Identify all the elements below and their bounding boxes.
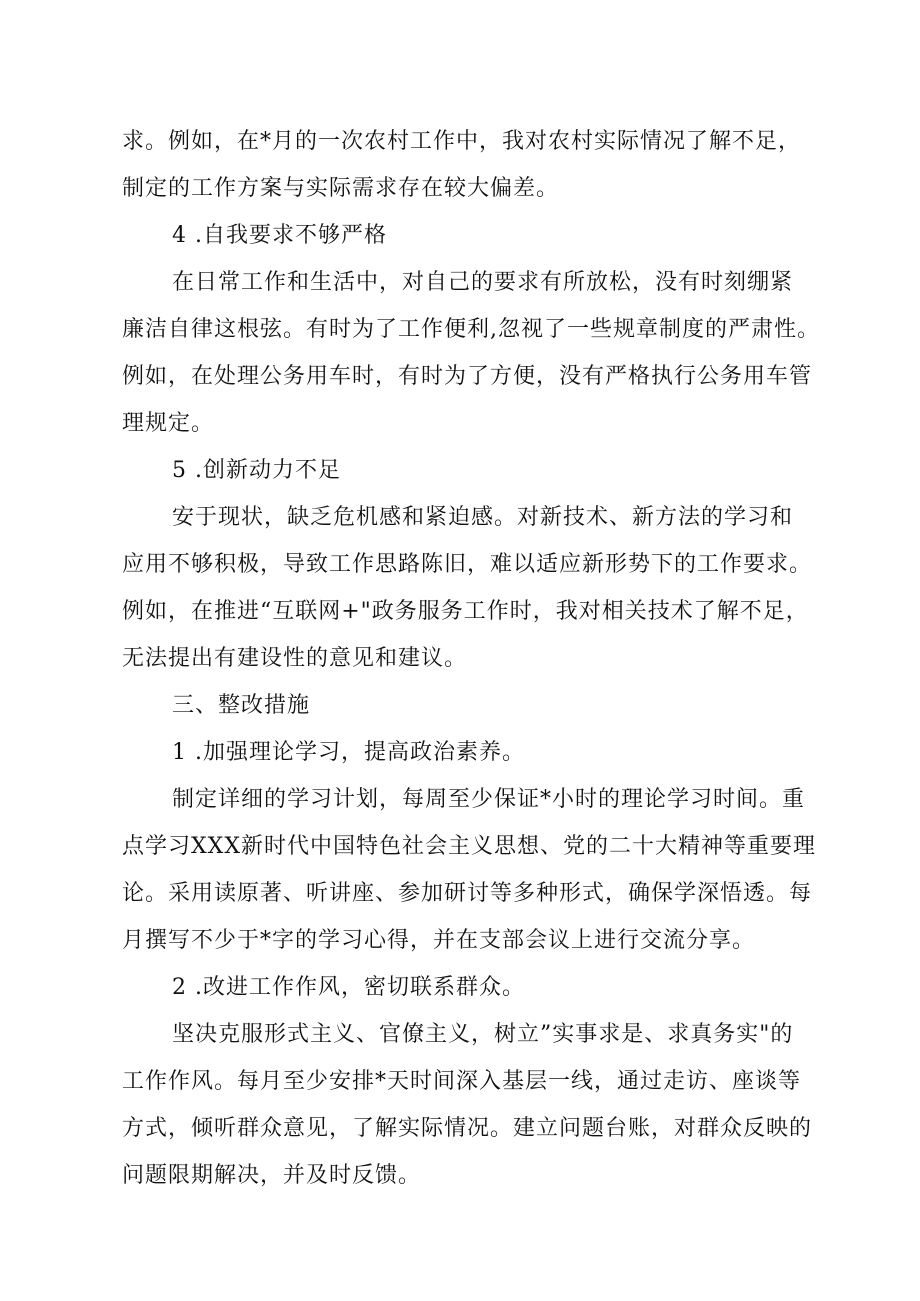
text-line: 例如，在处理公务用车时，有时为了方便，没有严格执行公务用车管 [122,364,813,389]
text-line: 应用不够积极，导致工作思路陈旧，难以适应新形势下的工作要求。 [122,552,813,577]
text-line: 在日常工作和生活中，对自己的要求有所放松，没有时刻绷紧 [172,270,794,295]
text-line: 制定详细的学习计划，每周至少保证*小时的理论学习时间。重 [172,787,806,812]
section-heading: 4 .自我要求不够严格 [172,223,387,248]
text-line: 论。采用读原著、听讲座、参加研讨等多种形式，确保学深悟透。每 [122,881,813,906]
text-line: 廉洁自律这根弦。有时为了工作便利,忽视了一些规章制度的严肃性。 [122,317,820,342]
section-heading: 2 .改进工作作风，密切联系群众。 [172,975,525,1000]
text-line: 理规定。 [122,411,215,436]
text-line: 月撰写不少于*字的学习心得，并在支部会议上进行交流分享。 [122,928,756,953]
text-line: 方式，倾听群众意见，了解实际情况。建立问题台账，对群众反映的 [122,1116,813,1141]
text-line: 坚决克服形式主义、官僚主义，树立”实事求是、求真务实"的 [172,1022,794,1047]
section-heading: 三、整改措施 [172,693,311,718]
text-line: 安于现状，缺乏危机感和紧迫感。对新技术、新方法的学习和 [172,505,794,530]
section-heading: 1 .加强理论学习，提高政治素养。 [172,740,525,765]
text-line: 求。例如，在*月的一次农村工作中，我对农村实际情况了解不足， [122,129,802,154]
section-heading: 5 .创新动力不足 [172,458,341,483]
text-line: 问题限期解决，并及时反馈。 [122,1163,422,1188]
text-line: 工作作风。每月至少安排*天时间深入基层一线，通过走访、座谈等 [122,1069,802,1094]
text-line: 无法提出有建设性的意见和建议。 [122,646,468,671]
text-line: 制定的工作方案与实际需求存在较大偏差。 [122,176,560,201]
text-line: 例如，在推进“互联网+"政务服务工作时，我对相关技术了解不足， [122,599,809,624]
text-line: 点学习XXX新时代中国特色社会主义思想、党的二十大精神等重要理 [122,834,816,859]
